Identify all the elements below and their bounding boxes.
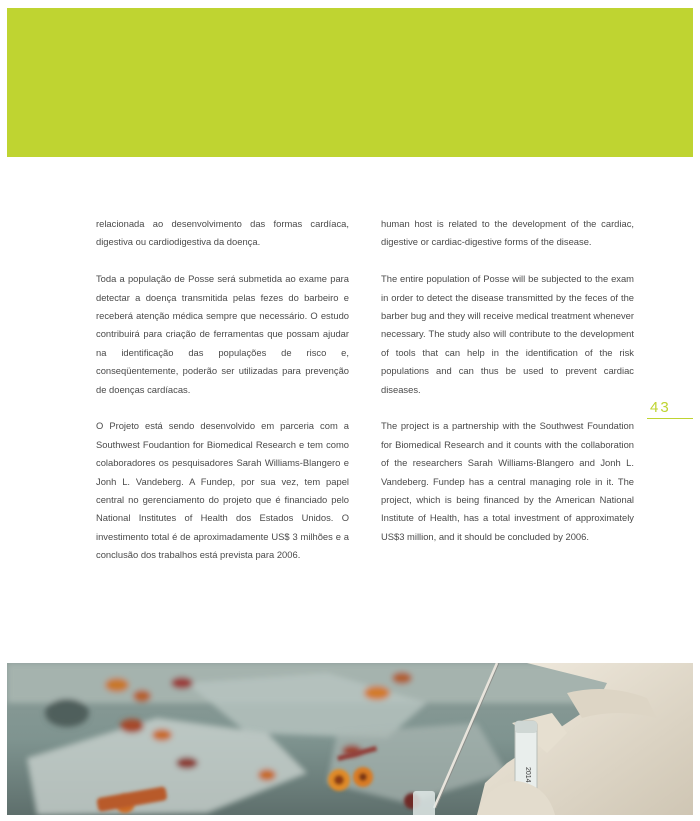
page-number: 43 (650, 399, 671, 416)
paragraph: O Projeto está sendo desenvolvido em parceria com a Southwest Foudantion for Biomedical Research e tem como colaboradores os pesquisadores Sarah Williams-Blangero e Jonh L. Vandeberg. A Fundep, por sua vez, tem papel central no gerenciamento do projeto que é financiado pelo National Institutes of Health dos Estados Unidos. O investimento total é de aproximadamente US$ 3 milhões e a conclusão dos trabalhos está prevista para 2006. (96, 420, 349, 561)
paragraph: human host is related to the development of the cardiac, digestive or cardiac-digestive forms of the disease. (381, 218, 634, 248)
lab-photo (7, 663, 693, 815)
portuguese-column (96, 215, 349, 583)
english-column (381, 215, 634, 565)
paragraph: The project is a partnership with the Southwest Foundation for Biomedical Research and it counts with the collaboration of the researchers Sarah Williams-Blangero and Jonh L. Vandeberg. Fundep has a central managing role in it. The project, which is being financed by the American National Institute of Health, has a total investment of approximately US$3 million, and it should be concluded by 2006. (381, 420, 634, 542)
paragraph: Toda a população de Posse será submetida ao exame para detectar a doença transmitida pelas fezes do barbeiro e receberá atenção médica sempre que necessário. O estudo contribuirá para criação de ferramentas que possam ajudar na identificação das populações de risco e, conseqüentemente, poderão ser utilizadas para prevenção de doenças cardíacas. (96, 273, 349, 395)
lab-photo-illustration (7, 663, 693, 815)
header-banner (7, 8, 693, 157)
paragraph: relacionada ao desenvolvimento das formas cardíaca, digestiva ou cardiodigestiva da doença. (96, 218, 349, 248)
page-number-rule (647, 418, 693, 419)
tube-label: 2014 (524, 767, 531, 783)
paragraph: The entire population of Posse will be subjected to the exam in order to detect the disease transmitted by the feces of the barber bug and they will receive medical treatment whenever necessary. The study also will contribute to the development of tools that can help in the identification of the risk populations and can thus be used to prevent cardiac diseases. (381, 273, 634, 395)
